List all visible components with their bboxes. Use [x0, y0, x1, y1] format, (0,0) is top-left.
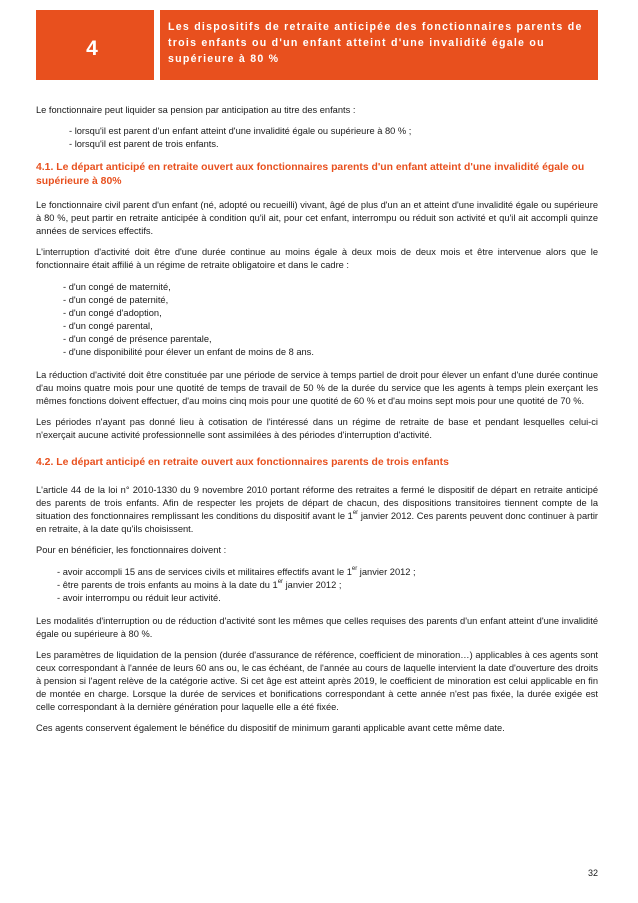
paragraph: L'article 44 de la loi n° 2010-1330 du 9 novembre 2010 portant réforme des retraites a fermé le dispositif de départ en retraite anticipé des parents de trois enfants. Afin de respecter les projets de départ de chacun, des dispositions transitoires tiennent compte de la situation des fonctionnaires remplissant les conditions du dispositif avant le 1er janvier 2012. Ces parents peuvent donc continuer à partir en retraite, à la date qu'ils choisissent.: [36, 485, 598, 534]
list-item: - d'un congé d'adoption,: [63, 307, 598, 320]
intro-list: [36, 125, 598, 151]
paragraph: Les paramètres de liquidation de la pension (durée d'assurance de référence, coefficient de minoration…) applicables à ces agents sont ceux correspondant à l'année de leurs 60 ans ou, le cas échéant, de l'année au cours de laquelle intervient la date d'ouverture des droits à pension si l'agent relève de la catégorie active. Si cet âge est atteint après 2019, le coefficient de minoration est celui applicable en fin de montée en charge. Lorsque la durée de services et bonifications correspondant à cette année n'est pas fixée, la durée exigée est celle correspondant à la dernière génération pour laquelle elle a été fixée.: [36, 650, 598, 712]
page-number: 32: [587, 868, 598, 878]
paragraph: L'interruption d'activité doit être d'une durée continue au moins égale à deux mois de deux mois et être intervenue alors que le fonctionnaire était affilié à un régime de retraite obligatoire et dans le cadre :: [36, 247, 598, 270]
list-item: - avoir interrompu ou réduit leur activité.: [57, 592, 598, 605]
list-item: - d'une disponibilité pour élever un enfant de moins de 8 ans.: [63, 346, 598, 359]
header-divider: [154, 10, 160, 80]
paragraph: Les modalités d'interruption ou de réduction d'activité sont les mêmes que celles requises des parents d'un enfant atteint d'une invalidité égale ou supérieure à 80 %.: [36, 616, 598, 639]
document-body: [36, 104, 598, 735]
paragraph: Pour en bénéficier, les fonctionnaires doivent :: [36, 545, 227, 555]
section-heading-4-2: 4.2. Le départ anticipé en retraite ouvert aux fonctionnaires parents de trois enfants: [36, 457, 449, 468]
paragraph: La réduction d'activité doit être constituée par une période de service à temps partiel de droit pour élever un enfant d'une durée continue d'au moins quatre mois pour une quotité de temps de travail de 50 % de la durée du service que les agents à temps plein exerçant les mêmes fonctions doivent effectuer, d'au moins cinq mois pour une quotité de 60 % et d'au moins sept mois pour une quotité de 70 %.: [36, 370, 598, 406]
chapter-title: Les dispositifs de retraite anticipée des fonctionnaires parents de trois enfants ou d'un enfant atteint d'une invalidité égale ou supérieure à 80 %: [168, 21, 583, 65]
intro-text: Le fonctionnaire peut liquider sa pension par anticipation au titre des enfants :: [36, 105, 356, 115]
paragraph: Les périodes n'ayant pas donné lieu à cotisation de l'intéressé dans un régime de retraite de base et pendant lesquelles celui-ci n'exerçait aucune activité professionnelle sont assimilées à des périodes d'interruption d'activité.: [36, 417, 598, 440]
list-item: - d'un congé parental,: [63, 320, 598, 333]
paragraph: Ces agents conservent également le bénéfice du dispositif de minimum garanti applicable avant cette même date.: [36, 723, 505, 733]
section-heading-4-1: 4.1. Le départ anticipé en retraite ouvert aux fonctionnaires parents d'un enfant atteint d'une invalidité égale ou supérieure à 80%: [36, 162, 585, 187]
list-item: - lorsqu'il est parent d'un enfant atteint d'une invalidité égale ou supérieure à 80 % ;: [69, 125, 598, 138]
list-item: - d'un congé de paternité,: [63, 294, 598, 307]
paragraph: Le fonctionnaire civil parent d'un enfant (né, adopté ou recueilli) vivant, âgé de plus d'un an et atteint d'une invalidité égale ou supérieure à 80 %, peut partir en retraite anticipée à condition qu'il ait, pour cet enfant, interrompu ou réduit son activité et qu'il ait accompli quinze années de services effectifs.: [36, 200, 598, 236]
list-item: - d'un congé de maternité,: [63, 281, 598, 294]
list-item: - avoir accompli 15 ans de services civils et militaires effectifs avant le 1er janvier 2012 ;: [57, 566, 598, 579]
list-item: - lorsqu'il est parent de trois enfants.: [69, 138, 598, 151]
conditions-list: [36, 566, 598, 605]
list-item: - être parents de trois enfants au moins à la date du 1er janvier 2012 ;: [57, 579, 598, 592]
chapter-number: 4: [86, 37, 98, 60]
list-item: - d'un congé de présence parentale,: [63, 333, 598, 346]
leave-types-list: [36, 281, 598, 359]
